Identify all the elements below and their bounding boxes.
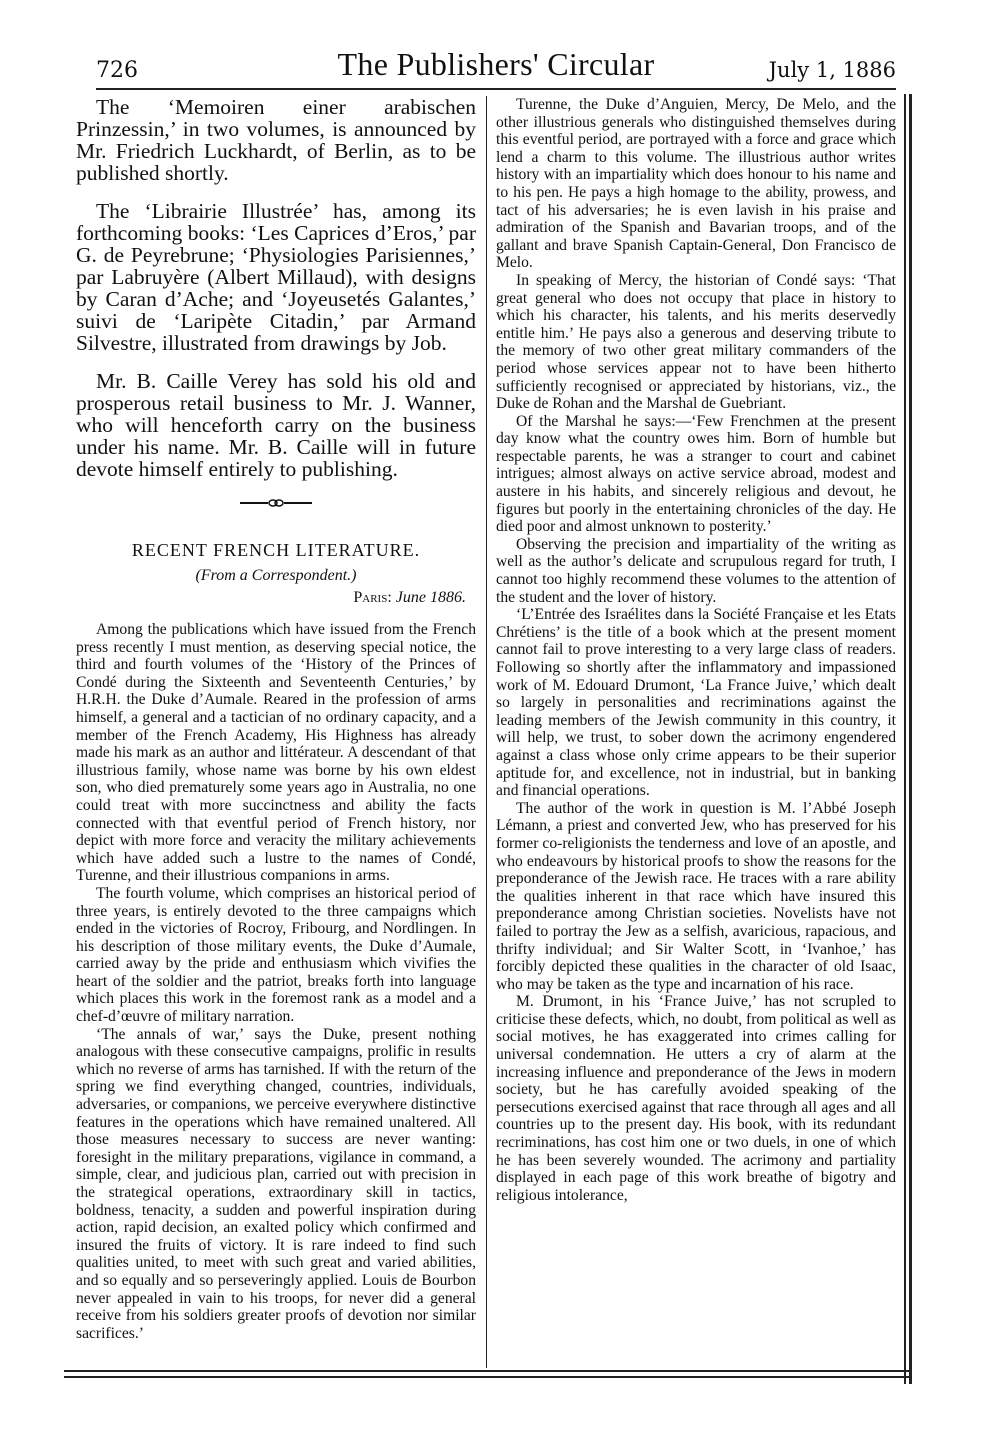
article-paragraph: Turenne, the Duke d’Anguien, Mercy, De Melo, and the other illustrious generals who distinguished themselves during this eventful period, are portrayed with a force and grace which lend a charm to this volume. The illustrious author writes history with an impartiality which does honour to his name and to his pen. He pays a high homage to the ability, prowess, and tact of his adversaries; he is even lavish in his praise and admiration of the Spanish and Bavarian troops, and of the gallant and brave Spanish Captain-General, Don Francisco de Melo.	[496, 96, 896, 272]
article-paragraph: The author of the work in question is M. l’Abbé Joseph Lémann, a priest and converted Jew, who has preserved for his former co-religionists the tenderness and love of an apostle, and who endeavours by historical proofs to show the reasons for the preponderance of the Jewish race. He traces with a rare ability the qualities inherent in that race which have insured this preponderance among Christian societies. Novelists have not failed to portray the Jew as a selfish, avaricious, rapacious, and thrifty individual; and Sir Walter Scott, in ‘Ivanhoe,’ has forcibly depicted these qualities in the character of old Isaac, who may be taken as the type and incarnation of his race.	[496, 799, 896, 993]
right-margin-rule-1	[904, 94, 906, 1384]
section-subheading: (From a Correspondent.)	[195, 567, 357, 584]
section-heading: RECENT FRENCH LITERATURE.	[131, 540, 421, 560]
right-column	[496, 96, 896, 1204]
article-paragraph: In speaking of Mercy, the historian of Condé says: ‘That great general who does not occupy that place in history to which his character, his talents, and his merits deservedly entitle him.’ He pays also a generous and deserving tribute to the memory of two other great military commanders of the period whose services appear not to have been hitherto sufficiently recognised or appreciated by historians, viz., the Duke de Rohan and the Marshal de Guebriant.	[496, 271, 896, 413]
article-paragraph: Among the publications which have issued from the French press recently I must mention, as deserving special notice, the third and fourth volumes of the ‘History of the Princes of Condé during the Sixteenth and Seventeenth Centuries,’ by H.R.H. the Duke d’Aumale. Reared in the profession of arms himself, a general and a tactician of no ordinary capacity, and a member of the French Academy, His Highness has already made his mark as an author and littérateur. A descendant of that illustrious family, whose name was borne by his own eldest son, who died prematurely some years ago in Australia, no one could treat with more succinctness and ability the facts connected with that eventful period of French history, nor depict with more force and veracity the military achievements which have added such a lustre to the names of Condé, Turenne, and their illustrious companions in arms.	[76, 621, 476, 885]
article-paragraph: Observing the precision and impartiality of the writing as well as the author’s delicate and scrupulous regard for truth, I cannot too highly recommend these volumes to the attention of the student and the lover of history.	[496, 535, 896, 606]
article-paragraph: M. Drumont, in his ‘France Juive,’ has not scrupled to criticise these defects, which, no doubt, from political as well as social motives, he has exaggerated into crimes calling for universal condemnation. He utters a cry of alarm at the increasing influence and preponderance of the Jews in modern society, but he has carefully avoided speaking of the persecutions exercised against that race through all ages and all countries up to the present day. His book, with its redundant recriminations, has cost him one or two duels, in one of which he has been severely wounded. The acrimony and partiality displayed in each page of this work breathe of bigotry and religious intolerance,	[496, 993, 896, 1204]
section-dateline: Paris: June 1886.	[353, 589, 466, 606]
bottom-rule-2	[64, 1376, 912, 1378]
note-paragraph: Mr. B. Caille Verey has sold his old and prosperous retail business to Mr. J. Wanner, who will henceforth carry on the business under his name. Mr. B. Caille will in future devote himself entirely to publishing.	[76, 369, 476, 481]
note-paragraph: The ‘Librairie Illustrée’ has, among its forthcoming books: ‘Les Caprices d’Eros,’ par G. de Peyrebrune; ‘Physiologies Parisiennes,’ par Labruyère (Albert Millaud), with designs by Caran d’Ache; and ‘Joyeusetés Galantes,’ suivi de ‘Laripète Citadin,’ par Armand Silvestre, illustrated from drawings by Job.	[76, 199, 476, 355]
dateline-date: June 1886.	[395, 589, 466, 606]
note-paragraph: The ‘Memoiren einer arabischen Prinzessin,’ in two volumes, is announced by Mr. Friedrich Luckhardt, of Berlin, as to be published shortly.	[76, 95, 476, 185]
dateline-place: Paris	[353, 589, 388, 606]
left-column	[76, 96, 476, 1342]
bottom-rule-1	[64, 1370, 912, 1372]
issue-date: July 1, 1886	[768, 58, 896, 82]
journal-title: The Publishers' Circular	[337, 46, 655, 82]
right-margin-rule-2	[909, 94, 912, 1384]
page-header	[96, 46, 896, 86]
article-paragraph: ‘The annals of war,’ says the Duke, present nothing analogous with these consecutive campaigns, prolific in results which no reverse of arms has tarnished. If with the return of the spring we find everything changed, countries, individuals, adversaries, or companions, we perceive everywhere distinctive features in the operations which have remained unaltered. All those measures necessary to success are never wanting: foresight in the military preparations, vigilance in command, a simple, clear, and judicious plan, carried out with precision in the strategical operations, extraordinary skill in tactics, boldness, tenacity, a sudden and powerful inspiration during action, rapid decision, an exalted policy which confirmed and insured the fruits of victory. It is rare indeed to find such qualities united, to meet with such great and varied abilities, and so equally and so perseveringly applied. Louis de Bourbon never appealed in vain to his troops, for never did a general receive from his soldiers greater proofs of devotion nor similar sacrifices.’	[76, 1025, 476, 1342]
page-number: 726	[96, 58, 138, 83]
header-rule	[96, 88, 896, 90]
news-notes	[76, 96, 476, 480]
article-paragraph: ‘L’Entrée des Israélites dans la Société Française et les Etats Chrétiens’ is the title of a book which at the present moment cannot fail to prove interesting to a very large class of readers. Following so shortly after the inflammatory and impassioned work of M. Edouard Drumont, ‘La France Juive,’ which dealt so largely in personalities and recriminations against the leading members of the Jewish community in this country, it will help, we trust, to sober down the acrimony engendered against a class whose only crime appears to be their superior aptitude for, and excellence, not in industrial, but in banking and financial operations.	[496, 606, 896, 800]
ornament-rule-icon	[236, 497, 316, 509]
article-paragraph: Of the Marshal he says:—‘Few Frenchmen at the present day know what the country owes him. Born of humble but respectable parents, he was a stranger to court and cabinet intrigues; almost always on active service abroad, modest and austere in his habits, and sincerely religious and devout, he figures but poorly in the entertaining chronicles of the day. He died poor and almost unknown to posterity.’	[496, 412, 896, 536]
article-paragraph: The fourth volume, which comprises an historical period of three years, is entirely devoted to the three campaigns which ended in the victories of Rocroy, Fribourg, and Nordlingen. In his description of those military events, the Duke d’Aumale, carried away by the pride and enthusiasm which vivifies the heart of the soldier and the patriot, breaks forth into language which places this work in the foremost rank as a model and a chef-d’œuvre of military narration.	[76, 884, 476, 1026]
article-body-left	[76, 621, 476, 1342]
section-ornament	[76, 496, 476, 516]
column-divider	[486, 96, 487, 1368]
